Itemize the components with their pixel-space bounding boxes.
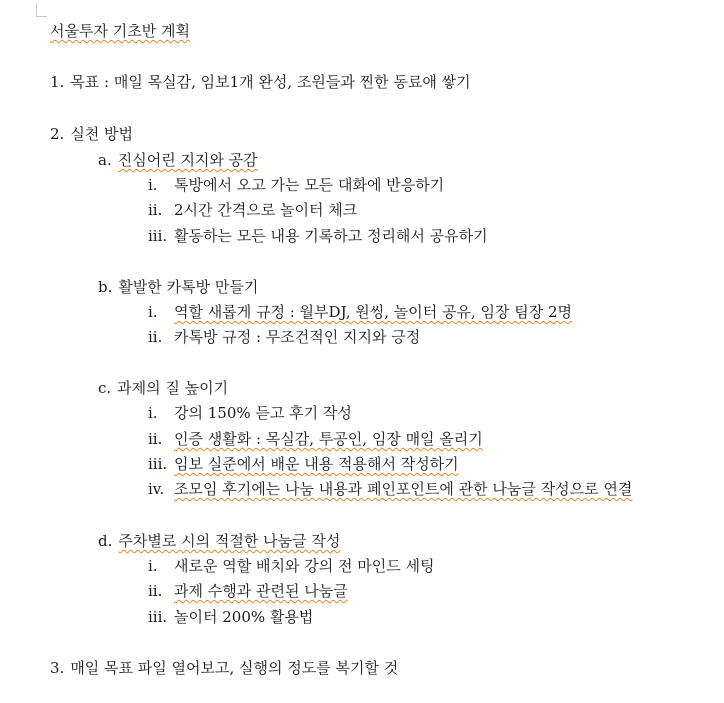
section-marker: d. xyxy=(98,532,113,550)
item-marker: ii. xyxy=(148,430,163,448)
list-item xyxy=(148,454,459,474)
list-item xyxy=(148,327,420,347)
section-d-heading xyxy=(98,531,340,551)
list-item xyxy=(148,403,352,423)
item-text: 활동하는 모든 내용 기록하고 정리해서 공유하기 xyxy=(174,227,488,245)
item-marker: iv. xyxy=(148,480,165,498)
section-c-heading xyxy=(98,378,228,398)
item-text: 강의 150% 듣고 후기 작성 xyxy=(174,404,352,422)
item-text: 임보 실준에서 배운 내용 적용해서 작성하기 xyxy=(174,455,459,473)
item-marker: iii. xyxy=(148,227,168,245)
list-item xyxy=(148,200,357,220)
item-text: 톡방에서 오고 가는 모든 대화에 반응하기 xyxy=(174,176,445,194)
item-marker: i. xyxy=(148,557,158,575)
section-text: 활발한 카톡방 만들기 xyxy=(118,278,259,296)
section-b-heading xyxy=(98,277,258,297)
list-item xyxy=(148,581,348,601)
list-item xyxy=(148,175,444,195)
title-text: 서울투자 기초반 계획 xyxy=(50,22,190,40)
goal-marker: 1. xyxy=(50,73,65,91)
list-item xyxy=(148,556,434,576)
list-item xyxy=(148,429,483,449)
list-item xyxy=(148,479,632,499)
section-marker: c. xyxy=(98,379,112,397)
item-marker: i. xyxy=(148,303,158,321)
section-marker: a. xyxy=(98,151,112,169)
section-text: 주차별로 시의 적절한 나눔글 작성 xyxy=(118,532,341,550)
item-marker: iii. xyxy=(148,608,168,626)
item-text: 역할 새롭게 규정 : 월부DJ, 원씽, 놀이터 공유, 임장 팀장 2명 xyxy=(174,303,573,321)
review-text: 매일 목표 파일 열어보고, 실행의 정도를 복기할 것 xyxy=(70,659,399,677)
item-text: 조모임 후기에는 나눔 내용과 페인포인트에 관한 나눔글 작성으로 연결 xyxy=(174,480,633,498)
item-marker: i. xyxy=(148,176,158,194)
item-marker: ii. xyxy=(148,582,163,600)
section-text: 진심어린 지지와 공감 xyxy=(117,151,258,169)
review-marker: 3. xyxy=(50,659,65,677)
list-item xyxy=(148,607,313,627)
item-text: 2시간 간격으로 놀이터 체크 xyxy=(174,201,358,219)
list-item xyxy=(148,226,488,246)
practice-heading xyxy=(50,124,133,144)
item-text: 카톡방 규정 : 무조건적인 지지와 긍정 xyxy=(174,328,421,346)
item-text: 새로운 역할 배치와 강의 전 마인드 세팅 xyxy=(174,557,435,575)
practice-marker: 2. xyxy=(50,125,65,143)
item-marker: i. xyxy=(148,404,158,422)
goal-text: 목표 : 매일 목실감, 임보1개 완성, 조원들과 찐한 동료애 쌓기 xyxy=(70,73,471,91)
item-text: 과제 수행과 관련된 나눔글 xyxy=(174,582,348,600)
review-item xyxy=(50,658,398,678)
document-title xyxy=(50,21,190,41)
goal-item xyxy=(50,72,471,92)
item-marker: ii. xyxy=(148,201,163,219)
section-text: 과제의 질 높이기 xyxy=(117,379,229,397)
page-corner-mark xyxy=(36,4,47,17)
item-marker: ii. xyxy=(148,328,163,346)
list-item xyxy=(148,302,572,322)
item-text: 놀이터 200% 활용법 xyxy=(174,608,314,626)
practice-text: 실천 방법 xyxy=(70,125,134,143)
item-marker: iii. xyxy=(148,455,168,473)
section-a-heading xyxy=(98,150,258,170)
section-marker: b. xyxy=(98,278,113,296)
item-text: 인증 생활화 : 목실감, 투공인, 임장 매일 올리기 xyxy=(174,430,483,448)
